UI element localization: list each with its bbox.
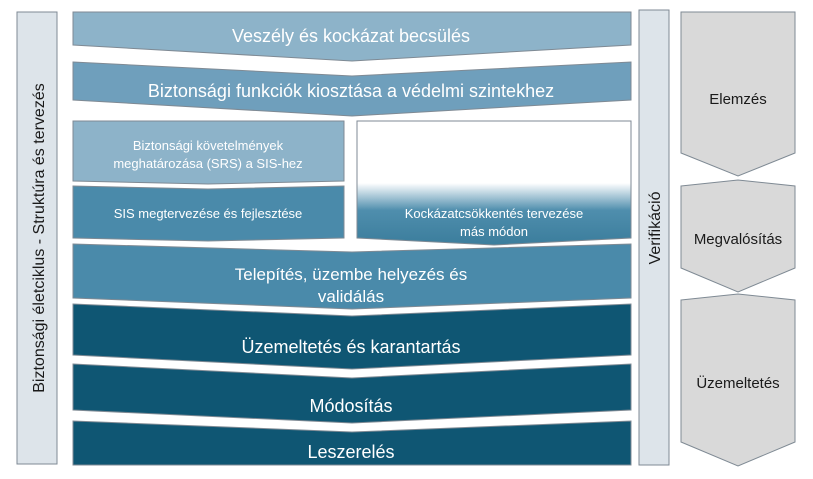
step-sis-design xyxy=(73,186,344,241)
phase-implementation-label: Megvalósítás xyxy=(693,231,783,248)
step-srs-label-line1: Biztonsági követelmények xyxy=(132,138,284,153)
lifecycle-side-bar-label: Biztonsági életciklus - Struktúra és tervezés xyxy=(31,83,48,393)
step-installation-validation xyxy=(73,244,631,309)
step-operation-label: Üzemeltetés és karantartás xyxy=(241,337,461,357)
step-srs-specification xyxy=(73,121,344,184)
step-other-means-label-line1: Kockázatcsökkentés tervezése xyxy=(404,206,584,221)
step-install-label-line1: Telepítés, üzembe helyezés és xyxy=(234,265,468,284)
step-hazard-risk-assessment xyxy=(73,12,631,61)
step-modification xyxy=(73,364,631,423)
phase-analysis-label: Elemzés xyxy=(709,91,767,108)
step-srs-label-line2: meghatározása (SRS) a SIS-hez xyxy=(113,156,303,171)
verification-bar xyxy=(639,10,669,465)
phase-analysis xyxy=(681,12,795,176)
step-other-means-label-line2: más módon xyxy=(460,224,528,239)
step-modification-label: Módosítás xyxy=(309,396,393,416)
step-other-risk-reduction xyxy=(357,121,631,245)
step-decommissioning xyxy=(73,421,631,465)
step-function-allocation xyxy=(73,62,631,116)
phase-operation-label: Üzemeltetés xyxy=(696,375,780,392)
phase-operation xyxy=(681,294,795,466)
step-sis-design-label: SIS megtervezése és fejlesztése xyxy=(113,206,303,221)
step-hazard-label: Veszély és kockázat becsülés xyxy=(231,26,471,46)
step-install-label-line2: validálás xyxy=(317,287,385,306)
step-operation-maintenance xyxy=(73,304,631,369)
step-decommission-label: Leszerelés xyxy=(307,442,395,462)
lifecycle-side-bar xyxy=(17,12,57,464)
step-allocation-label: Biztonsági funkciók kiosztása a védelmi szintekhez xyxy=(147,81,555,101)
phase-implementation xyxy=(681,180,795,292)
verification-label: Verifikáció xyxy=(647,191,664,265)
